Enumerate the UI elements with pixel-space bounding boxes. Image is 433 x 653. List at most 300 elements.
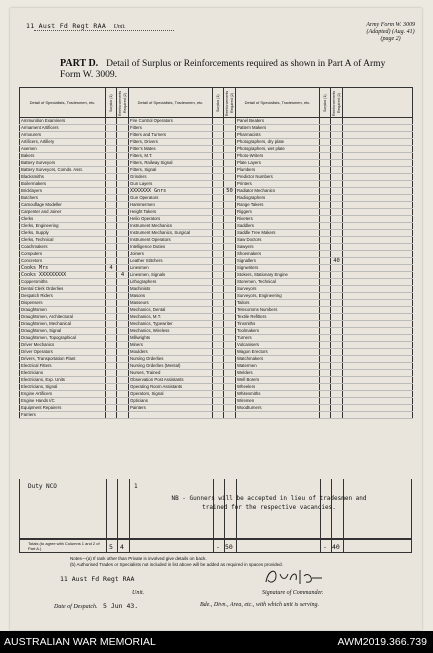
- header-detail-2: Detail of Specialists, Tradesmen, etc.: [129, 88, 213, 118]
- header-detail-3: Detail of Specialists, Tradesmen, etc.: [236, 88, 320, 118]
- total-surplus-3: -: [323, 543, 327, 551]
- required-value: [331, 125, 343, 132]
- trade-label: Draughtsmen, Topographical: [20, 335, 106, 342]
- total-surplus-2: -: [216, 543, 220, 551]
- blank-cell: [343, 370, 413, 377]
- surplus-value: [106, 223, 117, 230]
- header-required-2: Reinforcements Required (2): [224, 88, 236, 118]
- trade-label: Toolmakers: [236, 328, 320, 335]
- totals-row: [19, 539, 412, 553]
- required-value: [331, 279, 343, 286]
- table-row: [20, 370, 413, 377]
- trade-label: Nursing Orderlies: [129, 356, 213, 363]
- table-row: [20, 216, 413, 223]
- trade-label: Woodturners: [236, 405, 320, 412]
- trade-label: [236, 412, 320, 419]
- surplus-value: [106, 153, 117, 160]
- trade-label: Cooks XXXXXXXXX: [20, 272, 106, 279]
- surplus-value: [106, 286, 117, 293]
- trade-label: Driver Mechanics: [20, 342, 106, 349]
- trade-label: Saddlers: [236, 223, 320, 230]
- blank-cell: [343, 314, 413, 321]
- blank-cell: [343, 349, 413, 356]
- required-value: [224, 244, 236, 251]
- trade-label: Tinsmiths: [236, 321, 320, 328]
- trade-label: Armament Artificers: [20, 125, 106, 132]
- blank-cell: [343, 167, 413, 174]
- table-header-row: [20, 88, 413, 118]
- required-value: [224, 160, 236, 167]
- surplus-value: [320, 230, 331, 237]
- required-value: [331, 300, 343, 307]
- table-row: [20, 300, 413, 307]
- required-value: [117, 342, 129, 349]
- required-value: [224, 265, 236, 272]
- table-row: [20, 223, 413, 230]
- table-row: [20, 160, 413, 167]
- total-required-1: 4: [120, 543, 124, 551]
- required-value: [117, 167, 129, 174]
- required-value: [331, 314, 343, 321]
- surplus-value: [213, 384, 224, 391]
- required-value: [331, 167, 343, 174]
- required-value: [224, 258, 236, 265]
- header-required-3: Reinforcements Required (2): [331, 88, 343, 118]
- blank-cell: [343, 307, 413, 314]
- table-row: [20, 174, 413, 181]
- surplus-value: [213, 265, 224, 272]
- form-ref-line-3: (page 2): [380, 36, 401, 42]
- table-row: [20, 286, 413, 293]
- despatch-date: 5 Jun 43.: [103, 602, 139, 610]
- surplus-value: [213, 167, 224, 174]
- trade-label: Fitter's Mates: [129, 146, 213, 153]
- surplus-value: [106, 342, 117, 349]
- surplus-value: [213, 342, 224, 349]
- trade-label: Engine Hands I/C: [20, 398, 106, 405]
- surplus-value: [106, 349, 117, 356]
- unit-dotted-line: [34, 30, 174, 31]
- required-value: [224, 321, 236, 328]
- trade-label: Armourers: [20, 132, 106, 139]
- specialists-table: [19, 87, 413, 419]
- surplus-value: [213, 118, 224, 125]
- required-value: [117, 153, 129, 160]
- surplus-value: [213, 188, 224, 195]
- blank-cell: [343, 216, 413, 223]
- table-row: [20, 139, 413, 146]
- blank-cell: [343, 342, 413, 349]
- surplus-value: [106, 139, 117, 146]
- surplus-value: [320, 167, 331, 174]
- required-value: [117, 335, 129, 342]
- surplus-value: [320, 118, 331, 125]
- blank-cell: [343, 153, 413, 160]
- required-value: [224, 132, 236, 139]
- surplus-value: [106, 132, 117, 139]
- trade-label: Mechanics, Dental: [129, 307, 213, 314]
- trade-label: Surveyors, Engineering: [236, 293, 320, 300]
- surplus-value: [106, 314, 117, 321]
- trade-label: Ammunition Examiners: [20, 118, 106, 125]
- required-value: [224, 209, 236, 216]
- required-value: [224, 405, 236, 412]
- trade-label: Cooks Mrs: [20, 265, 106, 272]
- trade-label: Linesmen: [129, 265, 213, 272]
- required-value: [224, 293, 236, 300]
- blank-cell: [343, 258, 413, 265]
- table-row: [20, 188, 413, 195]
- trade-label: Masons: [129, 293, 213, 300]
- required-value: [224, 230, 236, 237]
- surplus-value: [320, 153, 331, 160]
- surplus-value: [320, 377, 331, 384]
- trade-label: Gun Operators: [129, 195, 213, 202]
- required-value: [117, 139, 129, 146]
- surplus-value: [106, 244, 117, 251]
- trade-label: Signwriters: [236, 265, 320, 272]
- surplus-value: [106, 237, 117, 244]
- surplus-value: [106, 279, 117, 286]
- required-value: [224, 146, 236, 153]
- required-value: [224, 307, 236, 314]
- surplus-value: [106, 146, 117, 153]
- trade-label: Range Takers: [236, 202, 320, 209]
- trade-label: Vulcanisers: [236, 342, 320, 349]
- trade-label: Mechanics, Typewriter: [129, 321, 213, 328]
- table-row: [20, 405, 413, 412]
- trade-label: Bricklayers: [20, 188, 106, 195]
- trade-label: Painters: [129, 405, 213, 412]
- required-value: [117, 174, 129, 181]
- required-value: [331, 398, 343, 405]
- part-label: PART D.: [60, 58, 99, 69]
- trade-label: Fire Control Operators: [129, 118, 213, 125]
- blank-cell: [343, 125, 413, 132]
- required-value: [331, 335, 343, 342]
- form-ref-line-2: (Adapted) (Aug. 41): [366, 29, 415, 35]
- surplus-value: [320, 174, 331, 181]
- surplus-value: [106, 125, 117, 132]
- trade-label: Camouflage Modeller: [20, 202, 106, 209]
- required-value: [117, 265, 129, 272]
- unit-label: Unit.: [113, 24, 126, 30]
- required-value: [117, 223, 129, 230]
- surplus-value: [213, 160, 224, 167]
- required-value: [117, 132, 129, 139]
- required-value: [224, 237, 236, 244]
- trade-label: Nursing Orderlies (Mental): [129, 363, 213, 370]
- required-value: [331, 286, 343, 293]
- trade-label: Computers: [20, 251, 106, 258]
- surplus-value: [213, 153, 224, 160]
- trade-label: Machinists: [129, 286, 213, 293]
- surplus-value: [320, 188, 331, 195]
- blank-cell: [343, 160, 413, 167]
- surplus-value: [213, 349, 224, 356]
- required-value: [117, 230, 129, 237]
- trade-label: Dispensers: [20, 300, 106, 307]
- trade-label: Height Takers: [129, 209, 213, 216]
- trade-label: Photo-Writers: [236, 153, 320, 160]
- surplus-value: [106, 405, 117, 412]
- blank-cell: [343, 181, 413, 188]
- required-value: [224, 251, 236, 258]
- surplus-value: [213, 258, 224, 265]
- required-value: [117, 321, 129, 328]
- rule: [320, 540, 321, 552]
- trade-label: Sawyers: [236, 244, 320, 251]
- required-value: [331, 181, 343, 188]
- required-value: 4: [117, 272, 129, 279]
- surplus-value: [213, 272, 224, 279]
- table-row: [20, 209, 413, 216]
- required-value: [224, 202, 236, 209]
- surplus-value: [213, 125, 224, 132]
- surplus-value: [320, 328, 331, 335]
- surplus-value: [106, 300, 117, 307]
- trade-label: Miners: [129, 342, 213, 349]
- trade-label: Textile Refitters: [236, 314, 320, 321]
- trade-label: Photographers, wet plate: [236, 146, 320, 153]
- trade-label: Bakers: [20, 153, 106, 160]
- surplus-value: [106, 258, 117, 265]
- required-value: [117, 125, 129, 132]
- trade-label: Drivers, Transportation Plant: [20, 356, 106, 363]
- surplus-value: [106, 251, 117, 258]
- table-row: [20, 328, 413, 335]
- table-row: [20, 398, 413, 405]
- trade-label: Nurses, Trained: [129, 370, 213, 377]
- surplus-value: [320, 391, 331, 398]
- surplus-value: [213, 132, 224, 139]
- trade-label: Telecomms Numbers: [236, 307, 320, 314]
- surplus-value: [320, 223, 331, 230]
- rule: [106, 540, 107, 552]
- rule: [236, 540, 237, 552]
- surplus-value: [320, 146, 331, 153]
- surplus-value: [106, 356, 117, 363]
- header-detail-1: Detail of Specialists, Tradesmen, etc.: [20, 88, 106, 118]
- surplus-value: [320, 195, 331, 202]
- blank-cell: [343, 293, 413, 300]
- trade-label: Equipment Repairers: [20, 405, 106, 412]
- required-value: [331, 307, 343, 314]
- trade-label: Electrical Fitters: [20, 363, 106, 370]
- required-value: [331, 216, 343, 223]
- duty-nco-label: Duty NCO: [28, 483, 57, 490]
- surplus-value: [213, 363, 224, 370]
- trade-label: XXXXXXX Gnrs: [129, 188, 213, 195]
- trade-label: Printers: [236, 181, 320, 188]
- required-value: [331, 405, 343, 412]
- required-value: [331, 209, 343, 216]
- surplus-value: 4: [106, 265, 117, 272]
- blank-cell: [343, 405, 413, 412]
- required-value: [224, 279, 236, 286]
- trade-label: Draughtsmen, Signal: [20, 328, 106, 335]
- trade-label: Mechanics, Wireless: [129, 328, 213, 335]
- required-value: 40: [331, 258, 343, 265]
- surplus-value: [213, 335, 224, 342]
- trade-label: Stokers, Stationary Engine: [236, 272, 320, 279]
- trade-label: Farriers: [20, 412, 106, 419]
- footer-unit-typed: 11 Aust Fd Regt RAA: [60, 575, 135, 583]
- trade-label: Pattern Makers: [236, 125, 320, 132]
- total-required-2: 50: [225, 543, 233, 551]
- trade-label: Draughtsmen: [20, 307, 106, 314]
- table-row: [20, 314, 413, 321]
- surplus-value: [320, 412, 331, 419]
- trade-label: Surveyors: [236, 286, 320, 293]
- trade-label: Radiator Mechanics: [236, 188, 320, 195]
- required-value: [117, 258, 129, 265]
- surplus-value: [320, 237, 331, 244]
- surplus-value: [106, 307, 117, 314]
- surplus-value: [106, 293, 117, 300]
- required-value: [331, 412, 343, 419]
- trade-label: Driver Operators: [20, 349, 106, 356]
- required-value: [331, 146, 343, 153]
- table-row: [20, 195, 413, 202]
- surplus-value: [213, 293, 224, 300]
- table-body: [20, 118, 413, 419]
- required-value: [224, 328, 236, 335]
- credit-right: AWM2019.366.739: [337, 636, 427, 648]
- required-value: [331, 188, 343, 195]
- required-value: [117, 363, 129, 370]
- required-value: [117, 398, 129, 405]
- required-value: [331, 237, 343, 244]
- required-value: [117, 307, 129, 314]
- surplus-value: [106, 272, 117, 279]
- surplus-value: [106, 391, 117, 398]
- blank-cell: [343, 356, 413, 363]
- table-row: [20, 181, 413, 188]
- blank-cell: [343, 230, 413, 237]
- required-value: [224, 118, 236, 125]
- trade-label: Lithographers: [129, 279, 213, 286]
- required-value: [117, 405, 129, 412]
- required-value: [224, 377, 236, 384]
- trade-label: Wiremen: [236, 398, 320, 405]
- blank-cell: [343, 139, 413, 146]
- trade-label: Coppersmiths: [20, 279, 106, 286]
- required-value: [117, 237, 129, 244]
- trade-label: Fitters, Drivers: [129, 139, 213, 146]
- trade-label: Fitters: [129, 125, 213, 132]
- required-value: 50: [224, 188, 236, 195]
- part-title: [60, 58, 390, 81]
- required-value: [117, 412, 129, 419]
- bde-label: Bde., Divn., Area, etc., with which unit is serving.: [200, 602, 319, 608]
- unit-typed: 11 Aust Fd Regt RAA: [26, 22, 107, 30]
- surplus-value: [106, 335, 117, 342]
- required-value: [224, 223, 236, 230]
- required-value: [117, 209, 129, 216]
- surplus-value: [106, 160, 117, 167]
- trade-label: Clerks, Supply: [20, 230, 106, 237]
- table-row: [20, 153, 413, 160]
- required-value: [224, 153, 236, 160]
- surplus-value: [320, 272, 331, 279]
- surplus-value: [106, 328, 117, 335]
- blank-cell: [343, 237, 413, 244]
- table-row: [20, 356, 413, 363]
- table-row: [20, 293, 413, 300]
- surplus-value: [320, 300, 331, 307]
- trade-label: Intelligence Duties: [129, 244, 213, 251]
- trade-label: Tailors: [236, 300, 320, 307]
- trade-label: Hammermen: [129, 202, 213, 209]
- trade-label: Opticians: [129, 398, 213, 405]
- trade-label: Fitters, Railway Signal: [129, 160, 213, 167]
- surplus-value: [213, 391, 224, 398]
- surplus-value: [320, 342, 331, 349]
- required-value: [224, 139, 236, 146]
- blank-cell: [343, 251, 413, 258]
- required-value: [224, 272, 236, 279]
- blank-cell: [343, 272, 413, 279]
- trade-label: Butchers: [20, 195, 106, 202]
- header-surplus-2: Surplus (1): [213, 88, 224, 118]
- surplus-value: [213, 181, 224, 188]
- blank-cell: [343, 391, 413, 398]
- required-value: [224, 167, 236, 174]
- blank-cell: [343, 118, 413, 125]
- surplus-value: [320, 370, 331, 377]
- trade-label: Carpenter and Joiner: [20, 209, 106, 216]
- surplus-value: [106, 370, 117, 377]
- trade-label: Storemen, Technical: [236, 279, 320, 286]
- trade-label: Linesmen, Signals: [129, 272, 213, 279]
- trade-label: Artificers, Artillery: [20, 139, 106, 146]
- trade-label: Leather Stitchers: [129, 258, 213, 265]
- table-row: [20, 279, 413, 286]
- part-text: Detail of Surplus or Reinforcements required as shown in Part A of Army Form W. 3009.: [60, 59, 386, 80]
- rule: [129, 479, 130, 538]
- table-row: [20, 412, 413, 419]
- trade-label: Fitters, M.T.: [129, 153, 213, 160]
- surplus-value: [213, 321, 224, 328]
- trade-label: Fitters and Turners: [129, 132, 213, 139]
- required-value: [224, 349, 236, 356]
- required-value: [117, 384, 129, 391]
- required-value: [117, 279, 129, 286]
- required-value: [331, 230, 343, 237]
- surplus-value: [320, 209, 331, 216]
- table-row: [20, 258, 413, 265]
- surplus-value: [213, 279, 224, 286]
- surplus-value: [213, 230, 224, 237]
- trade-label: Dental Clerk Orderlies: [20, 286, 106, 293]
- required-value: [331, 118, 343, 125]
- surplus-value: [213, 195, 224, 202]
- surplus-value: [213, 356, 224, 363]
- table-row: [20, 391, 413, 398]
- surplus-value: [106, 174, 117, 181]
- blank-cell: [343, 209, 413, 216]
- required-value: [117, 286, 129, 293]
- trade-label: Grinders: [129, 174, 213, 181]
- trade-label: Wagon Erectors: [236, 349, 320, 356]
- surplus-value: [106, 363, 117, 370]
- header-required-1: Reinforcements Required (2): [117, 88, 129, 118]
- table-row: [20, 363, 413, 370]
- blank-cell: [343, 223, 413, 230]
- required-value: [117, 293, 129, 300]
- trade-label: Boilermakers: [20, 181, 106, 188]
